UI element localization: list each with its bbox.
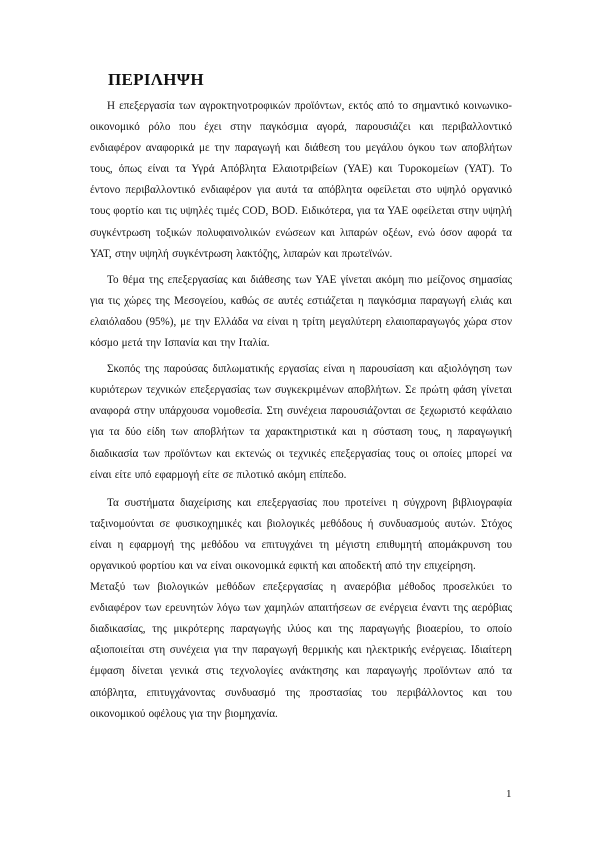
paragraph-biological-methods: Μεταξύ των βιολογικών μεθόδων επεξεργασίας η αναερόβια μέθοδος προσελκύει το ενδιαφέρον των ερευνητών λόγω των χαμηλών απαιτήσεων σε ενέργεια έναντι της αερόβιας διαδικασίας, της μικρότερης παραγωγής ιλύος και της παραγωγής βιοαερίου, το οποίο αξιοποιείται στη συνέχεια για την παραγωγή θερμικής και ηλεκτρικής ενέργειας. Ιδιαίτερη έμφαση δίνεται γενικά στις τεχνολογίες ανάκτησης και παραγωγής προϊόντων από τα απόβλητα, επιτυγχάνοντας συνδυασμό της προστασίας του περιβάλλοντος και του οικονομικού οφέλους για την βιομηχανία.: [90, 581, 512, 720]
paragraph-systems: Τα συστήματα διαχείρισης και επεξεργασίας που προτείνει η σύγχρονη βιβλιογραφία ταξινομούνται σε φυσικοχημικές και βιολογικές μεθόδους ή συνδυασμούς αυτών. Στόχος είναι η εφαρμογή της μεθόδου να επιτυγχάνει τη μέγιστη επιθυμητή απομάκρυνση του οργανικού φορτίου και να είναι οικονομικά εφικτή και αποδεκτή από την επιχείρηση.: [90, 496, 512, 572]
page-number: 1: [506, 788, 512, 800]
paragraph-purpose: Σκοπός της παρούσας διπλωματικής εργασίας είναι η παρουσίαση και αξιολόγηση των κυριότερων τεχνικών επεξεργασίας των συγκεκριμένων αποβλήτων. Σε πρώτη φάση γίνεται αναφορά στην υπάρχουσα νομοθεσία. Στη συνέχεια παρουσιάζονται σε ξεχωριστό κεφάλαιο για τα δύο είδη των αποβλήτων τα χαρακτηριστικά και η σύσταση τους, η παραγωγική διαδικασία των προϊόντων και εκτενώς οι τεχνικές επεξεργασίας τους οι οποίες μπορεί να είναι είτε υπό εφαρμογή είτε σε πιλοτικό ακόμη επίπεδο.: [90, 363, 512, 481]
paragraph-mediterranean: Το θέμα της επεξεργασίας και διάθεσης των ΥΑΕ γίνεται ακόμη πιο μείζονος σημασίας για τις χώρες της Μεσογείου, καθώς σε αυτές εστιάζεται η παγκόσμια παραγωγή ελιάς και ελαιόλαδου (95%), με την Ελλάδα να είναι η τρίτη μεγαλύτερη ελαιοπαραγωγός χώρα στον κόσμο μετά την Ισπανία και την Ιταλία.: [90, 273, 512, 350]
paragraph-intro: Η επεξεργασία των αγροκτηνοτροφικών προϊόντων, εκτός από το σημαντικό κοινωνικο-οικονομικό ρόλο που έχει στην παγκόσμια αγορά, παρουσιάζει και περιβαλλοντικό ενδιαφέρον αναφορικά με την παραγωγή και διάθεση του μεγάλου όγκου των αποβλήτων τους, όπως είναι τα Υγρά Απόβλητα Ελαιοτριβείων (ΥΑΕ) και Τυροκομείων (ΥΑΤ). Το έντονο περιβαλλοντικό ενδιαφέρον για αυτά τα απόβλητα οφείλεται στο υψηλό οργανικό τους φορτίο και τις υψηλές τιμές COD, BOD. Ειδικότερα, για τα ΥΑΕ οφείλεται στην υψηλή συγκέντρωση τοξικών πολυφαινολικών ενώσεων και λιπαρών οξέων, ενώ όσον αφορά τα ΥΑΤ, στην υψηλή συγκέντρωση λακτόζης, λιπαρών και πρωτεϊνών.: [90, 100, 512, 260]
page-title: ΠΕΡΙΛΗΨΗ: [108, 70, 204, 89]
summary-body: [90, 96, 512, 725]
